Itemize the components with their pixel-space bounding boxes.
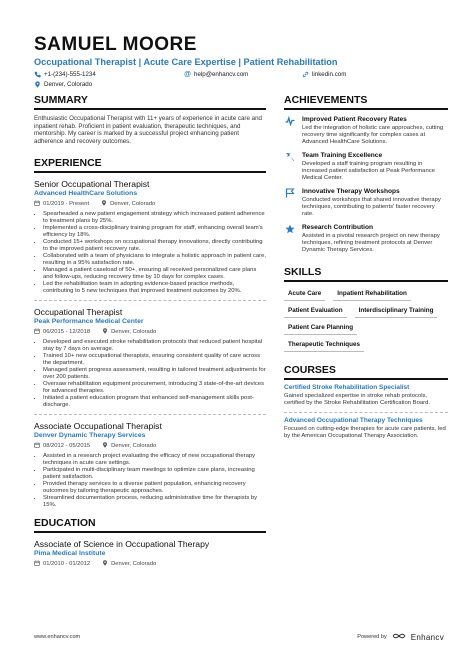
date-range: [34, 200, 89, 209]
footer-powered-by: Powered by: [357, 634, 387, 640]
calendar-icon: [34, 442, 40, 451]
job-entry: [34, 179, 266, 301]
education-list: [34, 539, 266, 569]
school-name[interactable]: Pima Medical Institute: [34, 550, 106, 558]
job-bullets: [34, 211, 266, 295]
trophy-icon: [284, 152, 296, 182]
phone-icon: [34, 71, 41, 78]
job-title: Associate Occupational Therapist: [34, 421, 162, 432]
contact-email[interactable]: [184, 71, 248, 78]
achievement-body: [302, 116, 448, 146]
job-bullet: • Conducted 15+ workshops on occupational therapy innovations, directly contributing to the improved patient recovery rate.: [43, 239, 266, 253]
calendar-icon: [34, 328, 40, 337]
location: [102, 560, 156, 569]
job-bullet: • Streamlined documentation process, reducing administrative time for therapists by 15%.: [43, 495, 266, 509]
job-bullet: • Spearheaded a new patient engagement strategy which increased patient adherence to treatment plans by 25%.: [43, 211, 266, 225]
at-icon: @: [184, 71, 191, 78]
job-list: [34, 179, 266, 509]
job-bullet: • Developed and executed stroke rehabilitation protocols that reduced patient hospital stay by 7 days on average.: [43, 339, 266, 353]
course-title[interactable]: Certified Stroke Rehabilitation Specialist: [284, 384, 410, 391]
pulse-icon: [284, 116, 296, 146]
education-heading: EDUCATION: [34, 517, 266, 533]
footer-brand[interactable]: Enhancv: [410, 632, 444, 642]
achievement-title: Improved Patient Recovery Rates: [302, 116, 407, 123]
date-text: 01/2019 - Present: [43, 201, 90, 208]
job-divider: [34, 300, 266, 301]
skill-tag: Acute Care: [284, 284, 325, 301]
contact-linkedin[interactable]: [302, 71, 346, 78]
achievement-title: Innovative Therapy Workshops: [302, 188, 400, 195]
company-name[interactable]: Peak Performance Medical Center: [34, 318, 144, 326]
course-description: Focused on cutting-edge therapies for acute care patients, led by the American Occupational Therapy Association.: [284, 426, 446, 439]
company-name[interactable]: Denver Dynamic Therapy Services: [34, 432, 146, 440]
location-pin-icon: [102, 442, 108, 451]
location-text: Denver, Colorado: [44, 81, 93, 88]
achievement-item: [284, 116, 448, 146]
date-location-row: [34, 442, 266, 451]
contact-info: [34, 71, 444, 93]
job-bullet: • Initiated a patient education program that enhanced self-management skills post-discharge.: [43, 395, 266, 409]
job-bullets: [34, 339, 266, 409]
job-title: Senior Occupational Therapist: [34, 179, 150, 190]
achievement-body: [302, 152, 448, 182]
date-range: [34, 560, 90, 569]
skills-heading: SKILLS: [284, 266, 448, 282]
footer-branding: [357, 632, 444, 642]
resume-header: [34, 34, 444, 93]
location: [101, 200, 155, 209]
location-pin-icon: [102, 560, 108, 569]
email-text: help@enhancv.com: [194, 71, 249, 78]
contact-phone[interactable]: [34, 71, 96, 78]
achievement-body: [302, 188, 448, 218]
job-bullet: • Led the rehabilitation team in adopting evidence-based practice methods, contributing to 5 new techniques that improved treatment outcomes by 20%.: [43, 281, 266, 295]
company-name[interactable]: Advanced HealthCare Solutions: [34, 190, 138, 198]
courses-heading: COURSES: [284, 364, 448, 380]
degree: Associate of Science in Occupational Therapy: [34, 539, 210, 550]
achievement-description: Conducted workshops that shared innovative therapy techniques, contributing to patients' faster recovery rate.: [302, 197, 441, 217]
date-range: [34, 442, 90, 451]
job-bullet: • Oversaw rehabilitation equipment procurement, introducing 3 state-of-the-art devices for advanced therapies.: [43, 381, 266, 395]
achievement-list: [284, 116, 448, 254]
skill-tag: Inpatient Rehabilitation: [333, 284, 411, 301]
job-bullet: • Provided therapy services to a diverse patient population, enhancing recovery outcomes by tailoring therapeutic approaches.: [43, 481, 266, 495]
job-entry: [34, 307, 266, 415]
left-column: [34, 94, 266, 577]
achievement-title: Research Contribution: [302, 224, 374, 231]
footer-website[interactable]: www.enhancv.com: [34, 634, 81, 640]
job-bullet: • Managed patient progress assessment, resulting in tailored treatment adjustments for over 200 patients.: [43, 367, 266, 381]
date-location-row: [34, 200, 266, 209]
right-column: [284, 94, 448, 448]
date-range: [34, 328, 90, 337]
achievement-item: [284, 224, 448, 254]
skill-tag: Interdisciplinary Training: [355, 301, 438, 318]
location-pin-icon: [34, 81, 41, 88]
date-location-row: [34, 560, 266, 569]
job-bullet: • Assisted in a research project evaluating the efficacy of new occupational therapy techniques in acute care settings.: [43, 453, 266, 467]
job-divider: [34, 414, 266, 415]
skill-tag: Patient Evaluation: [284, 301, 347, 318]
location-text: Denver, Colorado: [111, 329, 157, 336]
page-footer: [34, 632, 444, 644]
achievement-item: [284, 188, 448, 218]
skills-section: [284, 266, 448, 352]
skill-tag: Patient Care Planning: [284, 318, 357, 335]
link-icon: [302, 71, 309, 78]
job-entry: [34, 421, 266, 509]
job-bullets: [34, 453, 266, 509]
job-bullet: • Trained 10+ new occupational therapists, ensuring consistent quality of care across the department.: [43, 353, 266, 367]
date-location-row: [34, 328, 266, 337]
summary-heading: SUMMARY: [34, 94, 266, 110]
location: [102, 328, 156, 337]
achievement-body: [302, 224, 448, 254]
achievements-section: [284, 94, 448, 254]
date-text: 06/2015 - 12/2018: [43, 329, 91, 336]
date-text: 08/2012 - 05/2015: [43, 443, 91, 450]
summary-section: [34, 94, 266, 145]
achievement-description: Developed a staff training program resulting in increased patient satisfaction at Peak Performance Medical Center.: [302, 161, 435, 181]
course-description: Gained specialized expertise in stroke rehab protocols, certified by the Stroke Rehabilitation Certification Board.: [284, 393, 431, 406]
skill-tag: Therapeutic Techniques: [284, 335, 364, 352]
location-pin-icon: [101, 200, 107, 209]
linkedin-text: linkedin.com: [312, 71, 347, 78]
flag-icon: [284, 188, 296, 218]
experience-section: [34, 157, 266, 509]
course-entry: [284, 417, 448, 440]
contact-location: [34, 81, 92, 88]
date-text: 01/2010 - 01/2012: [43, 561, 91, 568]
location-text: Denver, Colorado: [111, 561, 157, 568]
candidate-title: Occupational Therapist | Acute Care Expertise | Patient Rehabilitation: [34, 57, 338, 67]
course-title[interactable]: Advanced Occupational Therapy Techniques: [284, 417, 423, 424]
course-entry: [284, 384, 448, 413]
job-bullet: • Managed a patient caseload of 50+, ensuring all received personalized care plans and follow-ups, reducing recovery time by 10 days for complex cases.: [43, 267, 266, 281]
calendar-icon: [34, 560, 40, 569]
job-bullet: • Implemented a cross-disciplinary training program for staff, enhancing overall team's efficiency by 18%.: [43, 225, 266, 239]
calendar-icon: [34, 200, 40, 209]
achievement-description: Assisted in a pivotal research project on new therapy techniques, refining treatment protocols at Denver Dynamic Therapy Services.: [302, 233, 440, 253]
achievement-item: [284, 152, 448, 182]
enhancv-logo-icon: [392, 632, 406, 642]
course-divider: [284, 412, 448, 413]
achievement-title: Team Training Excellence: [302, 152, 383, 159]
course-list: [284, 384, 448, 440]
job-bullet: • Collaborated with a team of physicians to integrate a holistic approach in patient care, resulting in a 95% satisfaction rate.: [43, 253, 266, 267]
job-title: Occupational Therapist: [34, 307, 123, 318]
location-pin-icon: [102, 328, 108, 337]
achievement-description: Led the integration of holistic care approaches, cutting recovery time significantly for complex cases at Advanced HealthCare Solutions.: [302, 125, 444, 145]
summary-text: Enthusiastic Occupational Therapist with 11+ years of experience in acute care and inpatient rehab. Proficient in patient evaluation, therapeutic techniques, and mentorship. My career is marked by a successful project enhancing patient adherence and recovery outcomes.: [34, 115, 262, 145]
courses-section: [284, 364, 448, 440]
job-bullet: • Participated in multi-disciplinary team meetings to optimize care plans, increasing patient satisfaction.: [43, 467, 266, 481]
location-text: Denver, Colorado: [111, 443, 157, 450]
phone-text: +1-(234)-555-1234: [44, 71, 96, 78]
star-icon: [284, 224, 296, 254]
location: [102, 442, 156, 451]
experience-heading: EXPERIENCE: [34, 157, 266, 173]
achievements-heading: ACHIEVEMENTS: [284, 94, 448, 110]
education-section: [34, 517, 266, 569]
skill-list: [284, 284, 448, 352]
education-entry: [34, 539, 266, 569]
location-text: Denver, Colorado: [110, 201, 156, 208]
candidate-name: SAMUEL MOORE: [34, 34, 197, 55]
